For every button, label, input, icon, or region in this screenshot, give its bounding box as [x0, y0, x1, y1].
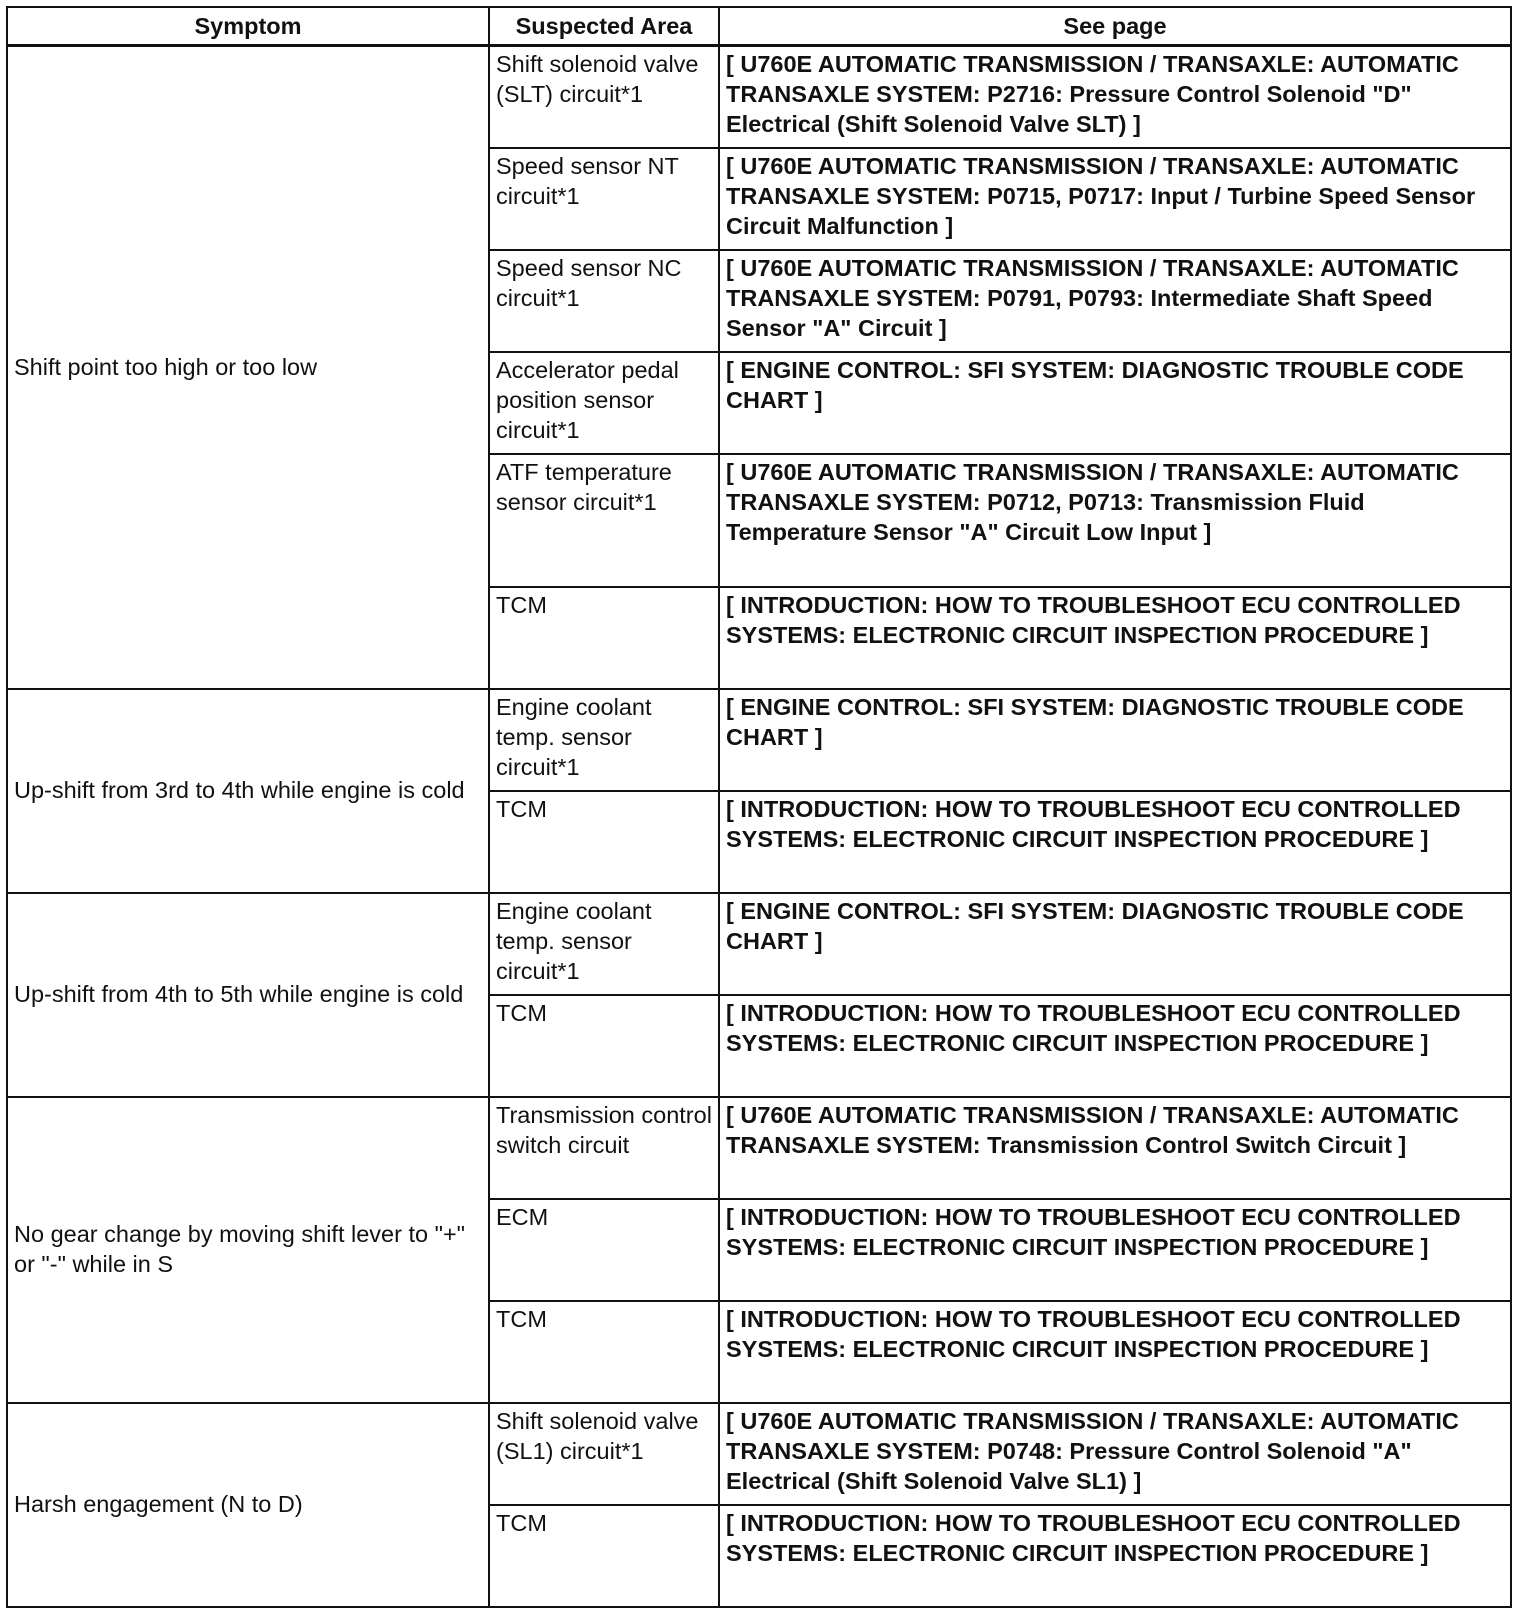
suspected-area-cell: ATF temperature sensor circuit*1: [489, 454, 719, 587]
table-row: [7, 1097, 1511, 1199]
see-page-link[interactable]: [ ENGINE CONTROL: SFI SYSTEM: DIAGNOSTIC TROUBLE CODE CHART ]: [719, 893, 1511, 995]
suspected-area-cell: TCM: [489, 1301, 719, 1403]
symptom-cell: Harsh engagement (N to D): [7, 1403, 489, 1607]
suspected-area-cell: Engine coolant temp. sensor circuit*1: [489, 689, 719, 791]
see-page-header: See page: [719, 7, 1511, 46]
see-page-link[interactable]: [ U760E AUTOMATIC TRANSMISSION / TRANSAXLE: AUTOMATIC TRANSAXLE SYSTEM: P0712, P0713: Transmission Fluid Temperature Sensor "A" Circuit Low Input ]: [719, 454, 1511, 587]
suspected-area-cell: Speed sensor NT circuit*1: [489, 148, 719, 250]
suspected-area-cell: ECM: [489, 1199, 719, 1301]
see-page-link[interactable]: [ INTRODUCTION: HOW TO TROUBLESHOOT ECU CONTROLLED SYSTEMS: ELECTRONIC CIRCUIT INSPECTION PROCEDURE ]: [719, 587, 1511, 689]
suspected-area-cell: TCM: [489, 1505, 719, 1607]
symptom-header: Symptom: [7, 7, 489, 46]
suspected-area-cell: Accelerator pedal position sensor circuit*1: [489, 352, 719, 454]
see-page-link[interactable]: [ U760E AUTOMATIC TRANSMISSION / TRANSAXLE: AUTOMATIC TRANSAXLE SYSTEM: P0791, P0793: Intermediate Shaft Speed Sensor "A" Circuit ]: [719, 250, 1511, 352]
header-row: [7, 7, 1511, 46]
see-page-link[interactable]: [ U760E AUTOMATIC TRANSMISSION / TRANSAXLE: AUTOMATIC TRANSAXLE SYSTEM: P2716: Pressure Control Solenoid "D" Electrical (Shift Solenoid Valve SLT) ]: [719, 46, 1511, 148]
table-body: [7, 46, 1511, 1607]
suspected-area-cell: TCM: [489, 791, 719, 893]
see-page-link[interactable]: [ INTRODUCTION: HOW TO TROUBLESHOOT ECU CONTROLLED SYSTEMS: ELECTRONIC CIRCUIT INSPECTION PROCEDURE ]: [719, 1301, 1511, 1403]
suspected-area-cell: Transmission control switch circuit: [489, 1097, 719, 1199]
suspected-area-cell: Speed sensor NC circuit*1: [489, 250, 719, 352]
symptom-table: [6, 6, 1512, 1608]
table-row: [7, 893, 1511, 995]
see-page-link[interactable]: [ U760E AUTOMATIC TRANSMISSION / TRANSAXLE: AUTOMATIC TRANSAXLE SYSTEM: P0748: Pressure Control Solenoid "A" Electrical (Shift Solenoid Valve SL1) ]: [719, 1403, 1511, 1505]
see-page-link[interactable]: [ INTRODUCTION: HOW TO TROUBLESHOOT ECU CONTROLLED SYSTEMS: ELECTRONIC CIRCUIT INSPECTION PROCEDURE ]: [719, 1199, 1511, 1301]
suspected-area-cell: Shift solenoid valve (SLT) circuit*1: [489, 46, 719, 148]
symptom-cell: Up-shift from 4th to 5th while engine is cold: [7, 893, 489, 1097]
see-page-link[interactable]: [ ENGINE CONTROL: SFI SYSTEM: DIAGNOSTIC TROUBLE CODE CHART ]: [719, 352, 1511, 454]
suspected-area-cell: TCM: [489, 995, 719, 1097]
symptom-cell: Shift point too high or too low: [7, 46, 489, 689]
see-page-link[interactable]: [ U760E AUTOMATIC TRANSMISSION / TRANSAXLE: AUTOMATIC TRANSAXLE SYSTEM: P0715, P0717: Input / Turbine Speed Sensor Circuit Malfunction ]: [719, 148, 1511, 250]
suspected-area-cell: Shift solenoid valve (SL1) circuit*1: [489, 1403, 719, 1505]
see-page-link[interactable]: [ INTRODUCTION: HOW TO TROUBLESHOOT ECU CONTROLLED SYSTEMS: ELECTRONIC CIRCUIT INSPECTION PROCEDURE ]: [719, 1505, 1511, 1607]
see-page-link[interactable]: [ U760E AUTOMATIC TRANSMISSION / TRANSAXLE: AUTOMATIC TRANSAXLE SYSTEM: Transmission Control Switch Circuit ]: [719, 1097, 1511, 1199]
table-row: [7, 1403, 1511, 1505]
suspected-area-header: Suspected Area: [489, 7, 719, 46]
table-row: [7, 689, 1511, 791]
suspected-area-cell: Engine coolant temp. sensor circuit*1: [489, 893, 719, 995]
see-page-link[interactable]: [ ENGINE CONTROL: SFI SYSTEM: DIAGNOSTIC TROUBLE CODE CHART ]: [719, 689, 1511, 791]
table-row: [7, 46, 1511, 148]
symptom-cell: No gear change by moving shift lever to "+" or "-" while in S: [7, 1097, 489, 1403]
see-page-link[interactable]: [ INTRODUCTION: HOW TO TROUBLESHOOT ECU CONTROLLED SYSTEMS: ELECTRONIC CIRCUIT INSPECTION PROCEDURE ]: [719, 791, 1511, 893]
suspected-area-cell: TCM: [489, 587, 719, 689]
symptom-cell: Up-shift from 3rd to 4th while engine is cold: [7, 689, 489, 893]
see-page-link[interactable]: [ INTRODUCTION: HOW TO TROUBLESHOOT ECU CONTROLLED SYSTEMS: ELECTRONIC CIRCUIT INSPECTION PROCEDURE ]: [719, 995, 1511, 1097]
